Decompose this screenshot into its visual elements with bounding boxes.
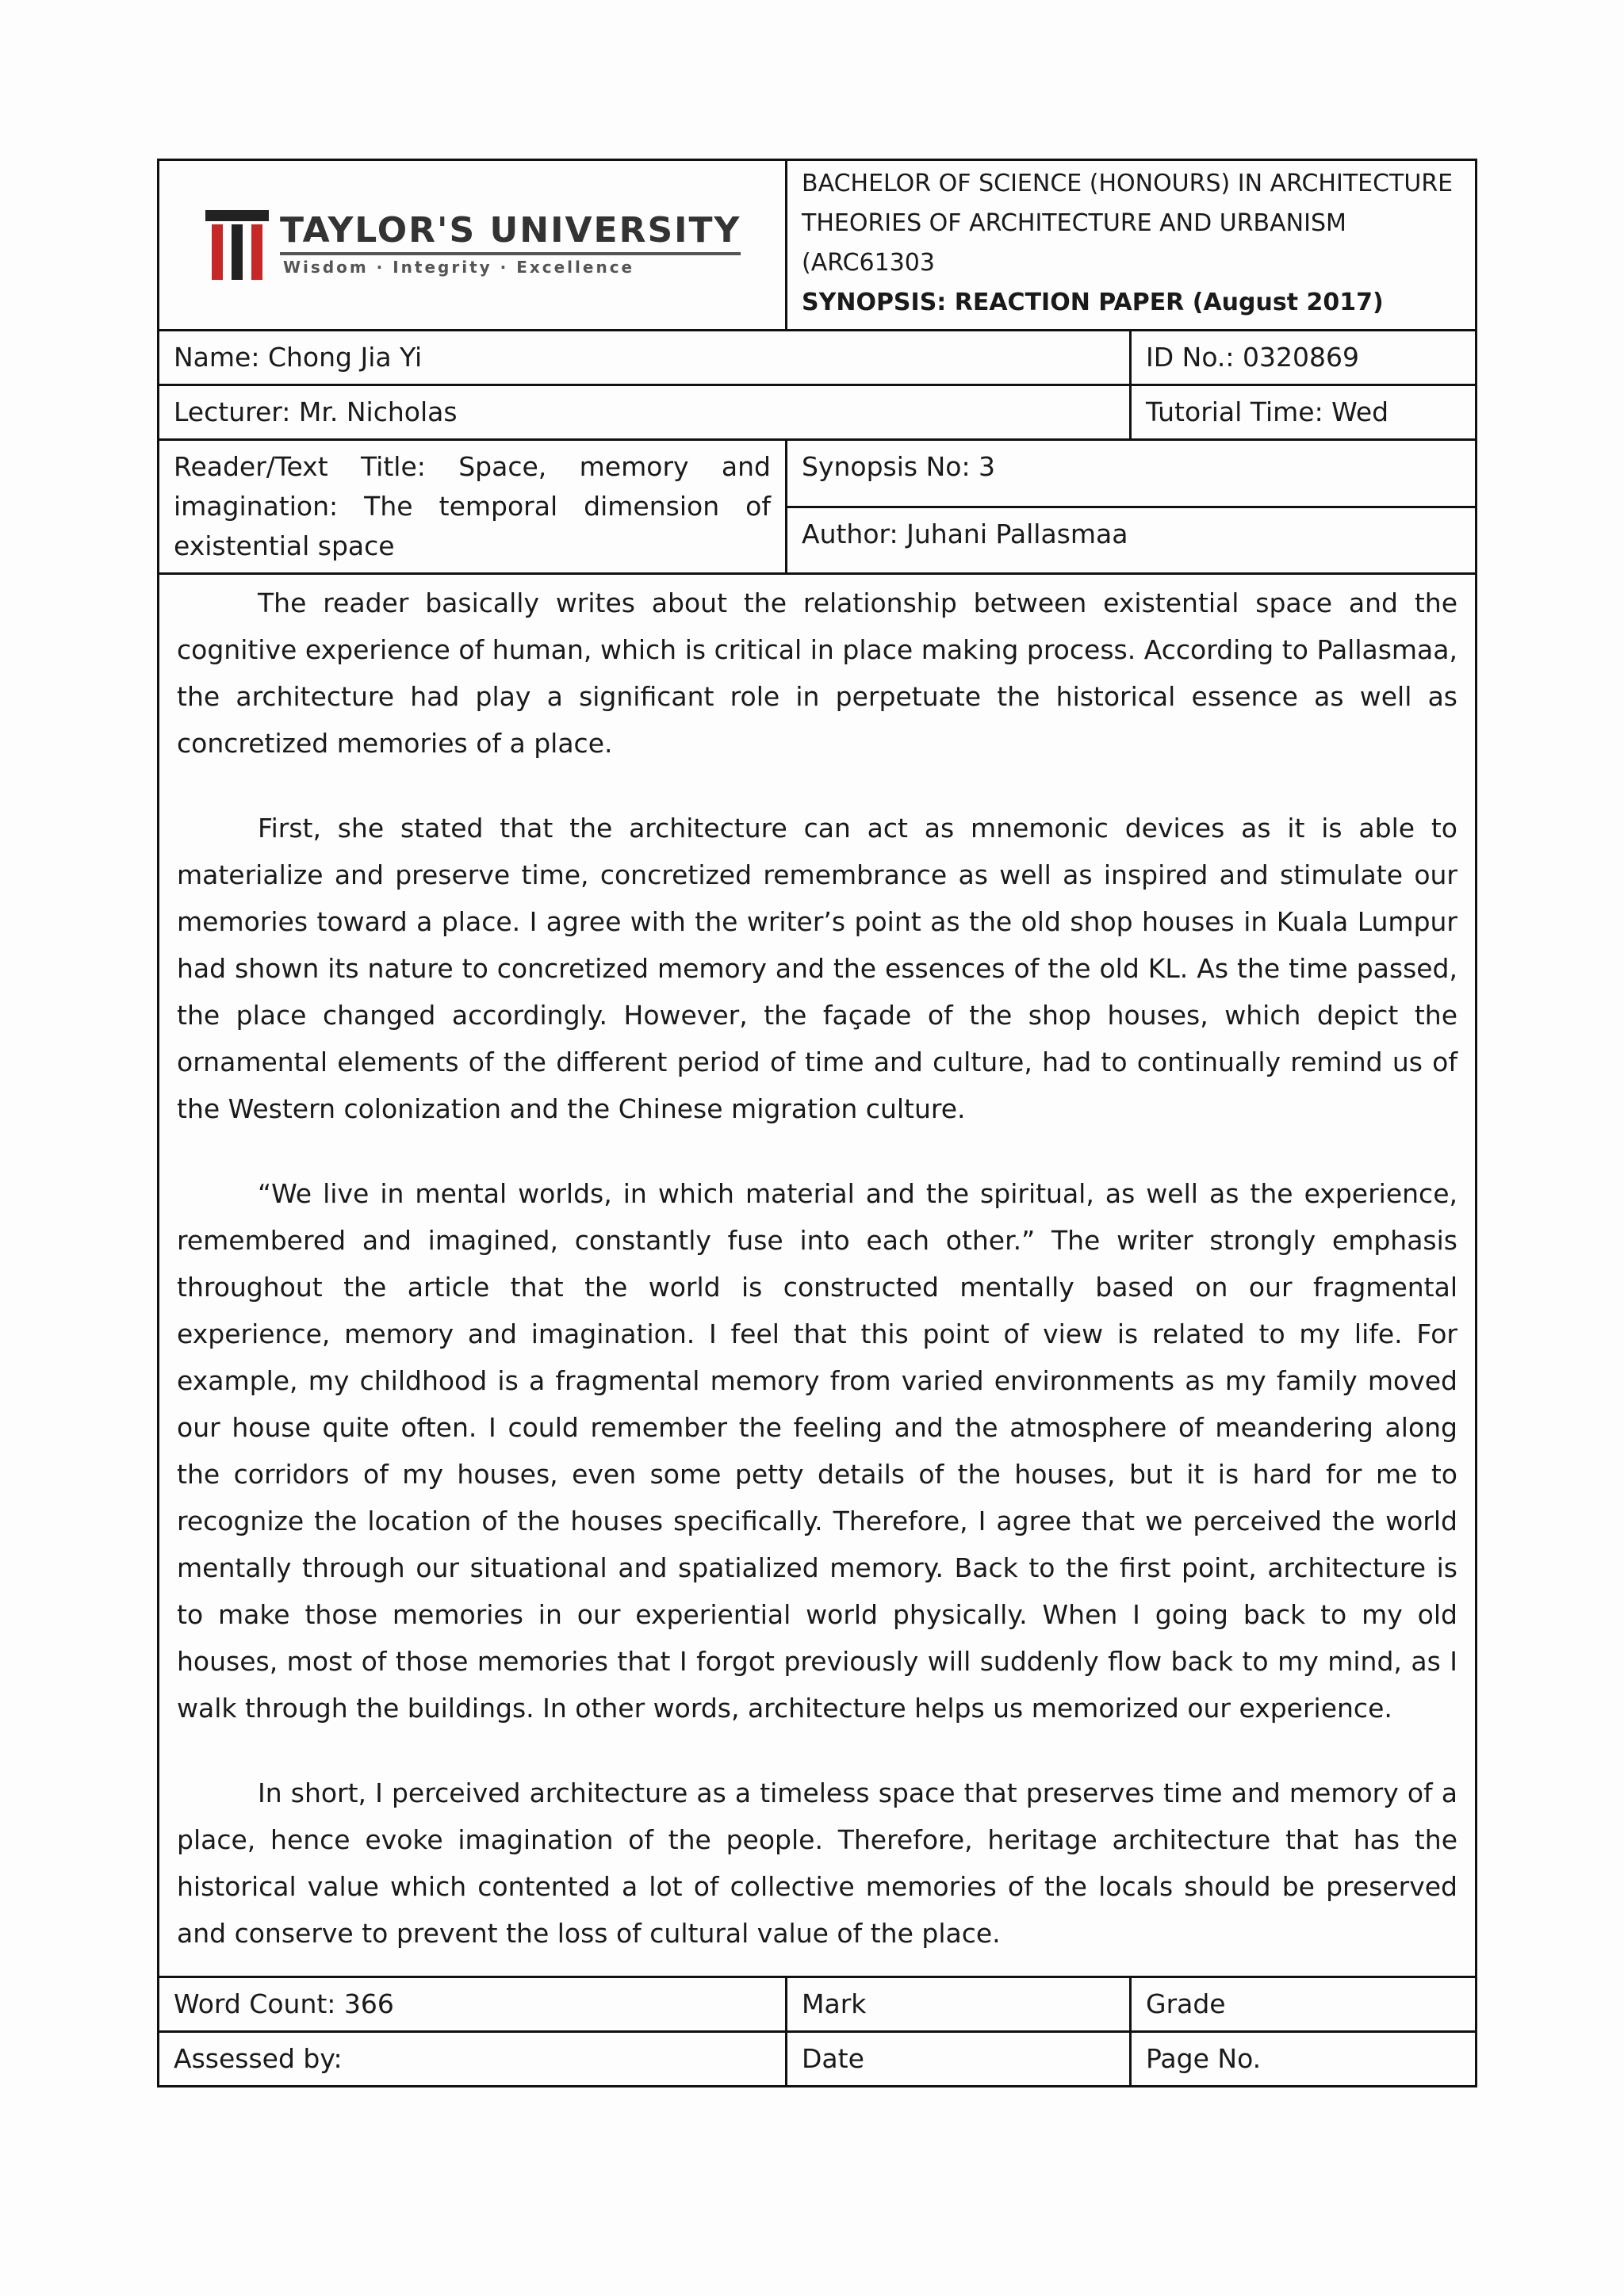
form-table (157, 159, 1477, 2087)
lecturer: Lecturer: Mr. Nicholas (159, 385, 1131, 440)
synopsis-body (159, 574, 1477, 1977)
university-motto: Wisdom · Integrity · Excellence (283, 258, 635, 277)
logo-cell (159, 160, 787, 331)
paragraph: “We live in mental worlds, in which material and the spiritual, as well as the experience, remembered and imagined, constantly fuse into each other.” The writer strongly emphasis throughout the article that the world is constructed mentally based on our fragmental experience, memory and imagination. I feel that this point of view is related to my life. For example, my childhood is a fragmental memory from varied environments as my family moved our house quite often. I could remember the feeling and the atmosphere of meandering along the corridors of my houses, even some petty details of the houses, but it is hard for me to recognize the location of the houses specifically. Therefore, I agree that we perceived the world mentally through our situational and spatialized memory. Back to the first point, architecture is to make those memories in our experiential world physically. When I going back to my old houses, most of those memories that I forgot previously will suddenly flow back to my mind, as I walk through the buildings. In other words, architecture helps us memorized our experience. (177, 1178, 1457, 1724)
assignment-title: SYNOPSIS: REACTION PAPER (August 2017) (802, 289, 1384, 316)
university-crest-icon (205, 205, 269, 285)
tutorial-time: Tutorial Time: Wed (1131, 385, 1477, 440)
university-name: TAYLOR'S UNIVERSITY (280, 211, 741, 255)
reaction-paper-form (157, 159, 1475, 2087)
reader-title-text: Reader/Text Title: Space, memory and imagination: The temporal dimension of (174, 451, 771, 522)
paragraph: In short, I perceived architecture as a timeless space that preserves time and memory of a place, hence evoke imagination of the people. Therefore, heritage architecture that has the historical value which contented a lot of collective memories of the locals should be preserved and conserve to prevent the loss of cultural value of the place. (177, 1777, 1457, 1949)
date-field: Date (787, 2032, 1131, 2087)
paragraph: First, she stated that the architecture can act as mnemonic devices as it is able to materialize and preserve time, concretized remembrance as well as inspired and stimulate our memories toward a place. I agree with the writer’s point as the old shop houses in Kuala Lumpur had shown its nature to concretized memory and the essences of the old KL. As the time passed, the place changed accordingly. However, the façade of the shop houses, which depict the ornamental elements of the different period of time and culture, had to continually remind us of the Western colonization and the Chinese migration culture. (177, 813, 1457, 1124)
author: Author: Juhani Pallasmaa (787, 507, 1477, 574)
student-id: ID No.: 0320869 (1131, 331, 1477, 385)
mark-field: Mark (787, 1977, 1131, 2032)
synopsis-number: Synopsis No: 3 (787, 440, 1477, 507)
programme-title: BACHELOR OF SCIENCE (HONOURS) IN ARCHITECTURE (802, 170, 1454, 197)
module-title: THEORIES OF ARCHITECTURE AND URBANISM (ARC61303 (802, 209, 1346, 277)
university-logo (174, 186, 771, 304)
paragraph: The reader basically writes about the relationship between existential space and the cognitive experience of human, which is critical in place making process. According to Pallasmaa, the architecture had play a significant role in perpetuate the historical essence as well as concretized memories of a place. (177, 587, 1457, 759)
page-number-field: Page No. (1131, 2032, 1477, 2087)
course-header (787, 160, 1477, 331)
word-count: Word Count: 366 (159, 1977, 787, 2032)
student-name: Name: Chong Jia Yi (159, 331, 1131, 385)
grade-field: Grade (1131, 1977, 1477, 2032)
assessed-by-field: Assessed by: (159, 2032, 787, 2087)
reader-text-title (159, 440, 787, 574)
reader-title-text-end: existential space (174, 530, 395, 561)
